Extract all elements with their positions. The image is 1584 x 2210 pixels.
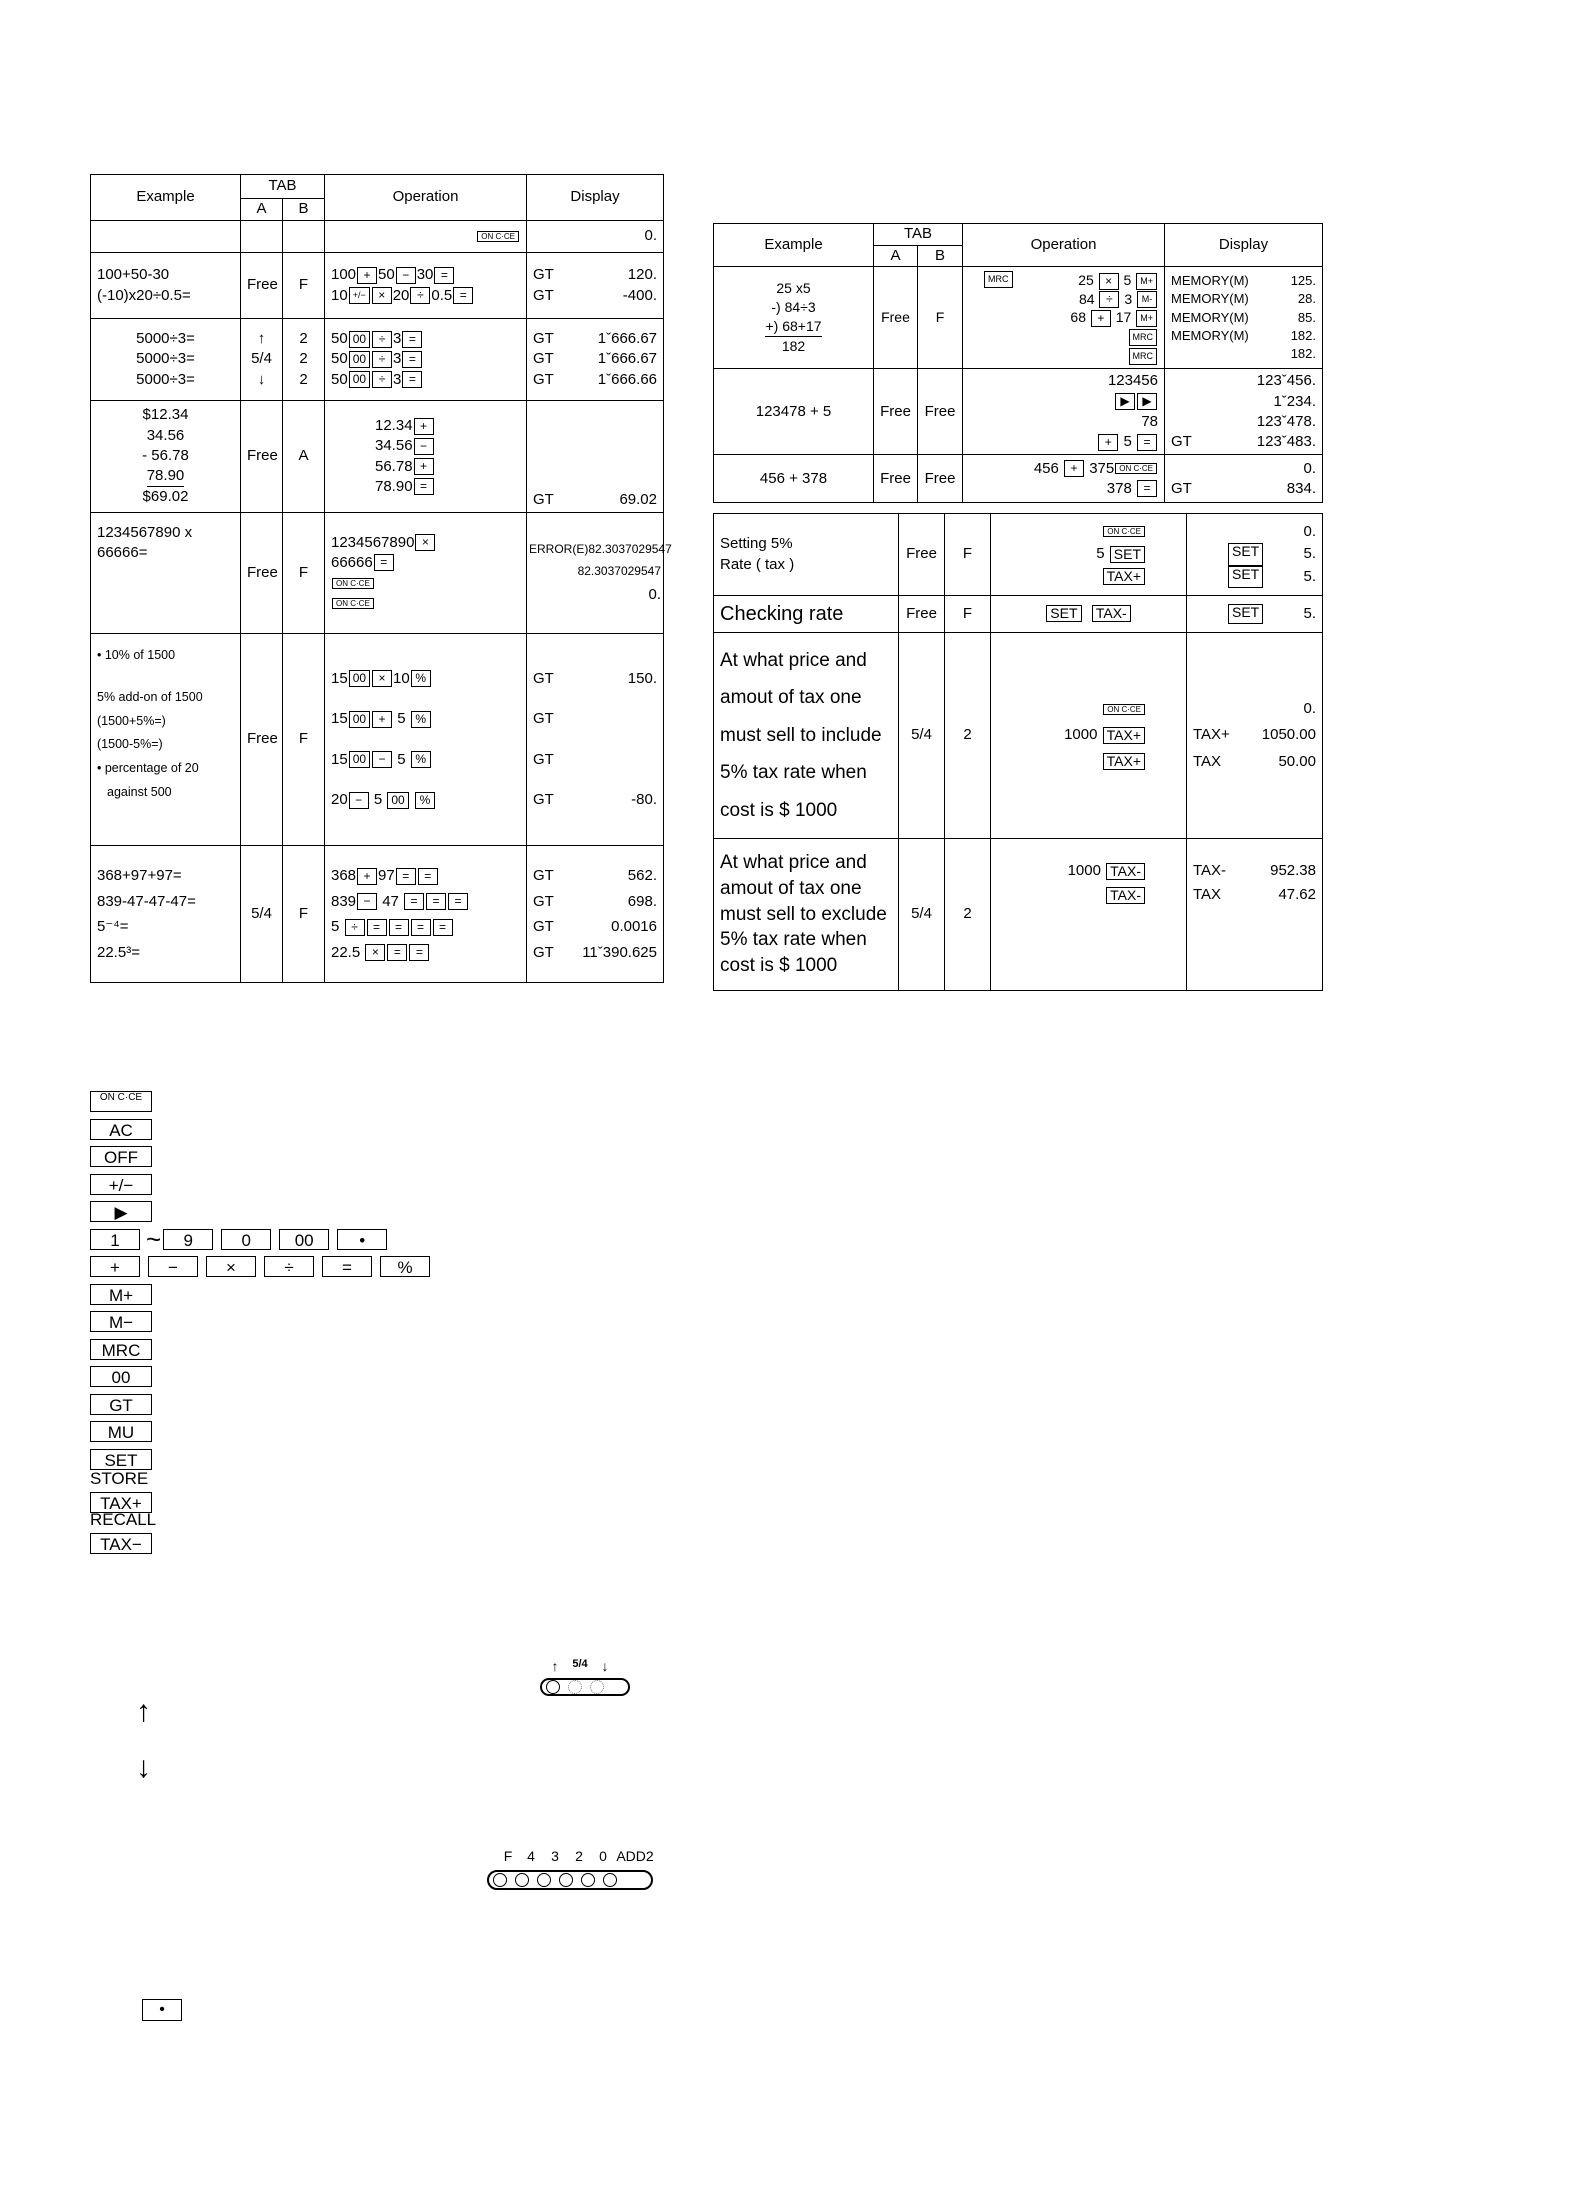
- header-operation: Operation: [325, 175, 527, 221]
- table-row: $12.34 34.56 - 56.78 78.90 $69.02 Free A 12.34 + 34.56 − 56.78 + 78.90 = GT 69.02: [91, 401, 664, 513]
- example-text: (-10)x20÷0.5=: [97, 286, 191, 304]
- calculator-key: ×: [372, 670, 392, 687]
- tab-a-value: Free: [241, 253, 283, 319]
- header-b: B: [283, 199, 325, 221]
- calculator-key: TAX-: [1106, 887, 1145, 904]
- calculator-key: =: [409, 944, 429, 961]
- round-5-4-label: 5/4: [572, 1658, 588, 1670]
- table-row: Setting 5% Rate ( tax ) Free F ON C·CE 5 SET TAX+ 0. SET 5. SET 5.: [714, 514, 1323, 596]
- calculator-key: %: [415, 792, 435, 809]
- calculator-key: ÷: [372, 351, 392, 368]
- key-minus: −: [148, 1256, 198, 1277]
- switch-position-dot: [603, 1873, 617, 1887]
- calculator-key: +: [357, 868, 377, 885]
- calculator-key: 00: [349, 751, 370, 768]
- switch-position-dot: [581, 1873, 595, 1887]
- key-tax-plus: TAX+: [90, 1492, 152, 1513]
- key-00: 00: [279, 1229, 329, 1250]
- header-display: Display: [527, 175, 664, 221]
- key-plus: +: [357, 267, 377, 284]
- calculator-key: ×: [1099, 273, 1119, 290]
- key-set: SET: [1046, 605, 1081, 622]
- calculator-key: +: [414, 458, 434, 475]
- key-mu: MU: [90, 1421, 152, 1442]
- table-row: 456 + 378 Free Free 456 + 375 ON C·CE 378 = 0. GT 834.: [714, 455, 1323, 503]
- table-row: • 10% of 1500 5% add-on of 1500 (1500+5%=) (1500-5%=) • percentage of 20 against 500 Free F 15 00 × 10 % 15 00 + 5 % 15 00 − 5 % 20 − 5 00 % GT 150. GT GT GT -80.: [91, 634, 664, 846]
- tax-examples-table: [713, 513, 1323, 991]
- key-m-plus: M+: [90, 1284, 152, 1305]
- header-example: Example: [91, 175, 241, 221]
- calculator-key: =: [418, 868, 438, 885]
- round-up-icon: ↑: [551, 1658, 559, 1674]
- up-arrow-icon: ↑: [257, 330, 266, 348]
- key-tax-minus: TAX−: [90, 1533, 152, 1554]
- calculator-key: =: [396, 868, 416, 885]
- calculator-key: 00: [349, 371, 370, 388]
- calculator-key: =: [374, 554, 394, 571]
- key-decimal-point: •: [142, 1999, 182, 2021]
- key-right-arrow-icon: ▶: [90, 1201, 152, 1222]
- header-tab: TAB: [874, 224, 963, 246]
- key-0: 0: [221, 1229, 271, 1250]
- calculator-key: MRC: [1129, 329, 1158, 346]
- store-label: STORE: [90, 1469, 149, 1488]
- calculator-key: +: [414, 418, 434, 435]
- switch-position-dot: [493, 1873, 507, 1887]
- calculator-key: −: [349, 792, 369, 809]
- calculator-key: 00: [349, 351, 370, 368]
- round-up-arrow-icon: ↑: [136, 1695, 151, 1728]
- decimal-f-label: F: [503, 1848, 513, 1864]
- calculator-key: M+: [1136, 273, 1157, 290]
- key-equals: =: [322, 1256, 372, 1277]
- calculator-key: ÷: [345, 919, 365, 936]
- key-ac: AC: [90, 1119, 152, 1140]
- key-legend: [90, 1088, 438, 1555]
- calculator-key: ×: [415, 534, 435, 551]
- key-equals: =: [453, 287, 473, 304]
- decimal-add2-label: ADD2: [616, 1848, 654, 1864]
- key-equals: =: [434, 267, 454, 284]
- calculator-key: +: [372, 711, 392, 728]
- key-on-cce: ON C·CE: [1103, 526, 1145, 537]
- calculator-key: =: [1137, 480, 1157, 497]
- key-arrow: ▶: [1115, 393, 1135, 410]
- tilde-text: ~: [146, 1224, 162, 1255]
- calculator-key: =: [402, 351, 422, 368]
- calculator-key: =: [433, 919, 453, 936]
- key-on-cce: ON C·CE: [477, 231, 519, 242]
- header-a: A: [874, 246, 918, 267]
- calculator-key: =: [402, 371, 422, 388]
- switch-position-dot: [568, 1680, 582, 1694]
- calculator-key: SET: [1228, 604, 1263, 624]
- key-on-cce: ON C·CE: [1103, 704, 1145, 715]
- key-divide: ÷: [410, 287, 430, 304]
- calculator-key: =: [404, 893, 424, 910]
- calculator-key: %: [411, 751, 431, 768]
- table-row: [91, 221, 664, 253]
- key-off: OFF: [90, 1146, 152, 1167]
- key-percent: %: [380, 1256, 430, 1277]
- table-row: 1234567890 x 66666= Free F 1234567890 × 66666 = ON C·CE ON C·CE ERROR(E) 82.3037029547 82.3037029547 0.: [91, 513, 664, 634]
- key-plus-minus: +/−: [349, 287, 370, 304]
- header-tab: TAB: [241, 175, 325, 199]
- switch-position-dot: [559, 1873, 573, 1887]
- key-on-cce: ON C·CE: [90, 1091, 152, 1112]
- key-tax-plus: TAX+: [1103, 568, 1145, 585]
- calculator-key: TAX-: [1106, 863, 1145, 880]
- calculator-key: =: [414, 478, 434, 495]
- key-double-zero: 00: [90, 1366, 152, 1387]
- calculator-key: =: [367, 919, 387, 936]
- table-row: At what price and amout of tax one must sell to exclude 5% tax rate when cost is $ 1000 5/4 2 1000 TAX- TAX- TAX- 952.38 TAX 47.62: [714, 839, 1323, 991]
- key-multiply: ×: [372, 287, 392, 304]
- decimal-4-label: 4: [527, 1848, 535, 1864]
- calculator-key: MRC: [984, 271, 1013, 288]
- decimal-0-label: 0: [599, 1848, 607, 1864]
- calculator-key: ÷: [372, 371, 392, 388]
- key-set: SET: [1110, 546, 1145, 563]
- decimal-3-label: 3: [551, 1848, 559, 1864]
- calculator-key: TAX+: [1103, 727, 1145, 744]
- switch-position-dot: [537, 1873, 551, 1887]
- calculator-key: =: [448, 893, 468, 910]
- calculator-key: M+: [1136, 310, 1157, 327]
- calculator-key: ÷: [1099, 291, 1119, 308]
- recall-label: RECALL: [90, 1510, 157, 1529]
- calculator-key: +: [1098, 434, 1118, 451]
- table-row: 100+50-30 (-10)x20÷0.5= Free F 100 + 50 − 30 = 10 +/− × 20 ÷ 0.5 = GT 120. GT -400.: [91, 253, 664, 319]
- calculator-key: =: [389, 919, 409, 936]
- key-1: 1: [90, 1229, 140, 1250]
- calculator-key: −: [414, 438, 434, 455]
- header-display: Display: [1165, 224, 1323, 267]
- key-on-cce: ON C·CE: [332, 598, 374, 609]
- key-gt: GT: [90, 1394, 152, 1415]
- calculator-key: 00: [349, 670, 370, 687]
- header-a: A: [241, 199, 283, 221]
- calculator-key: =: [1137, 434, 1157, 451]
- header-example: Example: [714, 224, 874, 267]
- header-b: B: [918, 246, 963, 267]
- calculator-key: MRC: [1129, 348, 1158, 365]
- calculator-key: 00: [349, 711, 370, 728]
- down-arrow-icon: ↓: [257, 370, 266, 388]
- calculator-key: %: [411, 711, 431, 728]
- key-plus-minus: +/−: [90, 1174, 152, 1195]
- calculator-key: 00: [349, 331, 370, 348]
- tab-b-value: F: [283, 253, 325, 319]
- key-set: SET: [90, 1449, 152, 1470]
- calculator-key: −: [372, 751, 392, 768]
- table-row: Checking rate Free F SET TAX- SET 5.: [714, 596, 1323, 633]
- key-on-cce: ON C·CE: [1115, 463, 1157, 474]
- calculator-key: =: [426, 893, 446, 910]
- decimal-switch: [487, 1848, 655, 1890]
- key-mrc: MRC: [90, 1339, 152, 1360]
- key-arrow: ▶: [1137, 393, 1157, 410]
- table-row: 123478 + 5 Free Free 123456 ▶ ▶ 78 + 5 = 123ˇ456. 1ˇ234. 123ˇ478. GT 123ˇ483.: [714, 369, 1323, 455]
- left-examples-table: [90, 174, 672, 983]
- calculator-key: SET: [1228, 566, 1263, 589]
- round-down-arrow-icon: ↓: [136, 1751, 151, 1784]
- calculator-key: TAX+: [1103, 753, 1145, 770]
- key-decimal: •: [337, 1229, 387, 1250]
- key-minus: −: [396, 267, 416, 284]
- calculator-key: =: [402, 331, 422, 348]
- key-m-minus: M−: [90, 1311, 152, 1332]
- calculator-key: M-: [1137, 291, 1157, 308]
- decimal-2-label: 2: [575, 1848, 583, 1864]
- key-9: 9: [163, 1229, 213, 1250]
- calculator-key: =: [411, 919, 431, 936]
- key-multiply: ×: [206, 1256, 256, 1277]
- calculator-key: +: [1091, 310, 1111, 327]
- table-row: 25 x5 -) 84÷3 +) 68+17 182 Free F MRC 25 × 5 M+ 84 ÷ 3 M- 68 + 17 M+ MRC MRC MEMORY(M) 125. MEMORY(M) 28. MEMORY(M) 85. MEMORY(M) 182. 182.: [714, 267, 1323, 369]
- table-row: 368+97+97= 839-47-47-47= 5⁻⁴= 22.5³= 5/4 F 368 + 97 = = 839 − 47 = = = 5 ÷ = = = = 22.5 × = = GT 562. GT 698. GT 0.0016 GT 11ˇ390.625: [91, 846, 664, 983]
- header-operation: Operation: [963, 224, 1165, 267]
- calculator-key: +: [1064, 460, 1084, 477]
- right-examples-table: [713, 223, 1323, 503]
- round-down-icon: ↓: [601, 1658, 609, 1674]
- calculator-key: ×: [365, 944, 385, 961]
- table-row: 5000÷3= 5000÷3= 5000÷3= ↑ 5/4 ↓ 2 2 2 50 00 ÷ 3 = 50 00 ÷ 3 = 50 00 ÷ 3 = GT 1ˇ666.67 GT 1ˇ666.67 GT 1ˇ666.66: [91, 319, 664, 401]
- calculator-key: =: [387, 944, 407, 961]
- calculator-key: %: [411, 670, 431, 687]
- key-divide: ÷: [264, 1256, 314, 1277]
- calculator-key: SET: [1228, 543, 1263, 566]
- key-on-cce: ON C·CE: [332, 578, 374, 589]
- key-tax-minus: TAX-: [1092, 605, 1131, 622]
- calculator-key: ÷: [372, 331, 392, 348]
- example-text: 100+50-30: [97, 266, 170, 284]
- switch-position-dot: [515, 1873, 529, 1887]
- calculator-key: −: [357, 893, 377, 910]
- rounding-switch: [540, 1658, 630, 1696]
- switch-position-dot: [590, 1680, 604, 1694]
- key-plus: +: [90, 1256, 140, 1277]
- table-row: At what price and amout of tax one must sell to include 5% tax rate when cost is $ 1000 5/4 2 ON C·CE 1000 TAX+ TAX+ 0. TAX+ 1050.00 TAX 50.00: [714, 633, 1323, 839]
- display-value: 0.: [527, 221, 664, 253]
- switch-position-dot: [546, 1680, 560, 1694]
- calculator-key: 00: [387, 792, 408, 809]
